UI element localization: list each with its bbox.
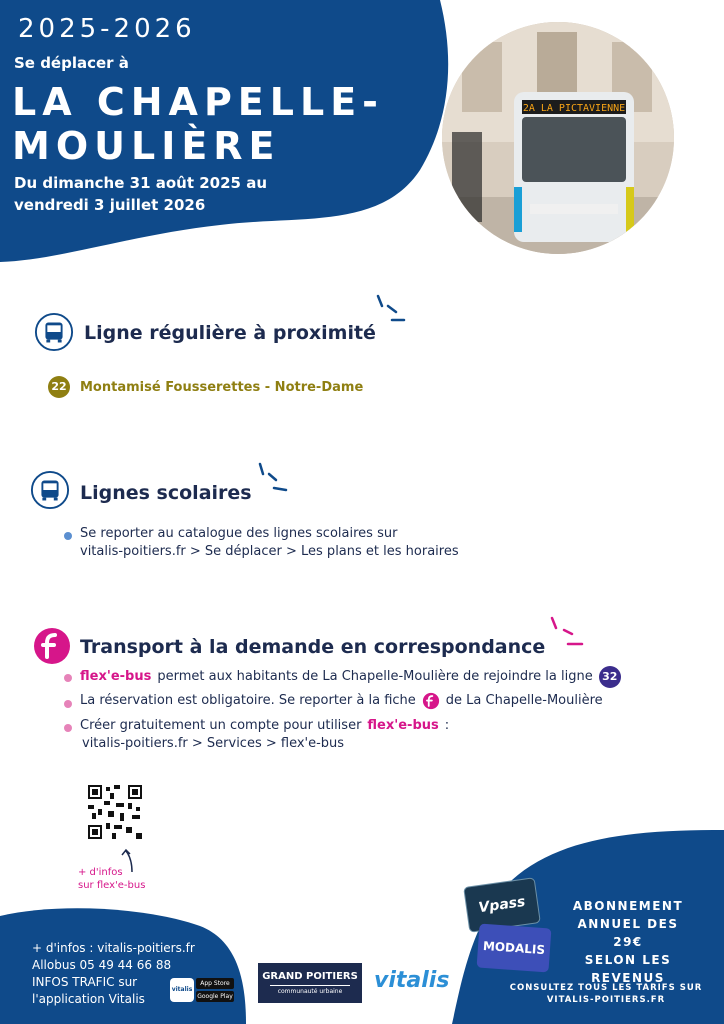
demand-bullet-2-text-after: de La Chapelle-Moulière: [445, 693, 603, 708]
bullet-icon: [64, 532, 72, 540]
vitalis-app-icon[interactable]: vitalis: [170, 978, 194, 1002]
decorative-dashes-icon: [548, 616, 588, 652]
school-bus-icon: [30, 470, 70, 510]
decorative-dashes-icon: [374, 294, 414, 326]
flex-e-bus-small-icon: [422, 692, 440, 710]
demand-bullet-3: [80, 717, 680, 753]
page-title-line1: LA CHAPELLE-: [12, 80, 384, 124]
footer-traffic: INFOS TRAFIC sur: [32, 975, 138, 989]
abo-line1: ABONNEMENT: [572, 899, 684, 913]
bus-destination-sign: 2A LA PICTAVIENNE: [522, 103, 626, 114]
validity-dates: [14, 172, 314, 216]
bullet-icon: [64, 724, 72, 732]
abo-line4: REVENUS: [591, 971, 665, 985]
dates-line1: Du dimanche 31 août 2025 au: [14, 174, 267, 192]
bullet-icon: [64, 700, 72, 708]
page-title-line2: MOULIÈRE: [12, 124, 281, 168]
decorative-dashes-icon: [256, 462, 296, 494]
demand-bullet-2: [80, 692, 680, 710]
gp-logo-line2: communauté urbaine: [270, 985, 350, 995]
flex-e-bus-brand: flex'e-bus: [367, 718, 439, 733]
grand-poitiers-logo: [258, 963, 362, 1003]
dates-line2: vendredi 3 juillet 2026: [14, 196, 206, 214]
demand-bullet-3-line2: vitalis-poitiers.fr > Services > flex'e-bus: [82, 736, 345, 751]
line-32-badge: 32: [599, 666, 621, 688]
qr-code[interactable]: [88, 785, 142, 839]
consult-line2: VITALIS-POITIERS.FR: [546, 995, 666, 1005]
google-play-badge[interactable]: Google Play: [197, 993, 233, 1000]
section-title-school: Lignes scolaires: [80, 482, 252, 504]
header-subtitle: Se déplacer à: [14, 54, 129, 72]
section-title-regular: Ligne régulière à proximité: [84, 322, 376, 344]
qr-caption-line1: + d'infos: [78, 867, 123, 878]
tariffs-note: [506, 982, 706, 1006]
abo-line2: ANNUEL DES 29€: [577, 917, 679, 949]
demand-bullet-3-colon: :: [444, 718, 450, 733]
demand-bullet-3-text: Créer gratuitement un compte pour utiliser: [80, 718, 362, 733]
school-instructions: [80, 525, 520, 561]
school-text-line2: vitalis-poitiers.fr > Se déplacer > Les plans et les horaires: [80, 544, 459, 559]
school-text-line1: Se reporter au catalogue des lignes scolaires sur: [80, 526, 398, 541]
page-title: [12, 80, 432, 168]
section-title-demand: Transport à la demande en correspondance: [80, 636, 546, 658]
bus-photo: [442, 22, 674, 254]
regular-line-item: [48, 376, 363, 398]
app-store-badge[interactable]: App Store: [196, 978, 234, 989]
line-22-badge: 22: [48, 376, 70, 398]
bus-icon: [34, 312, 74, 352]
footer-website: + d'infos : vitalis-poitiers.fr: [32, 941, 195, 955]
flex-e-bus-brand: flex'e-bus: [80, 669, 152, 684]
line-22-name: Montamisé Fousserettes - Notre-Dame: [80, 379, 364, 395]
vpass-card: Vpass: [463, 877, 541, 933]
modalis-card: MODALIS: [477, 924, 552, 973]
gp-logo-line1: GRAND POITIERS: [262, 971, 358, 982]
demand-bullet-1-text: permet aux habitants de La Chapelle-Moulière de rejoindre la ligne: [157, 669, 593, 684]
subscription-offer: [560, 897, 696, 987]
vitalis-logo: vitalis: [374, 968, 450, 993]
qr-caption: [78, 866, 145, 892]
consult-line1: CONSULTEZ TOUS LES TARIFS SUR: [509, 983, 703, 993]
bullet-icon: [64, 674, 72, 682]
abo-line3: SELON LES: [584, 953, 672, 967]
footer-allobus: Allobus 05 49 44 66 88: [32, 958, 172, 972]
school-year: 2025-2026: [18, 14, 196, 44]
qr-caption-line2: sur flex'e-bus: [78, 880, 146, 891]
demand-bullet-2-text-before: La réservation est obligatoire. Se reporter à la fiche: [80, 693, 416, 708]
footer-app: l'application Vitalis: [32, 992, 145, 1006]
flex-e-bus-logo-icon: [32, 626, 72, 666]
demand-bullet-1: [80, 666, 680, 688]
